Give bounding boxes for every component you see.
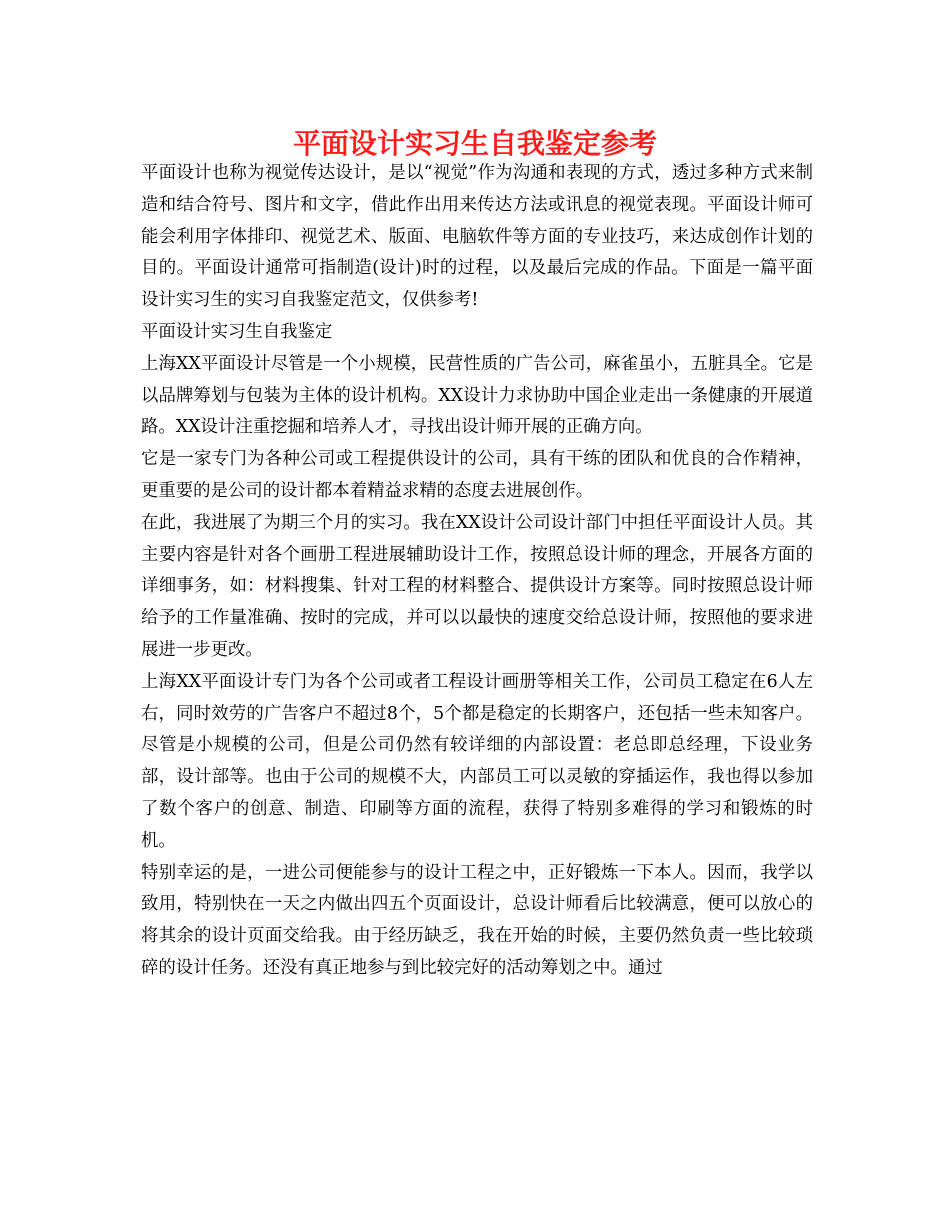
paragraph-internship-duties: 在此，我进展了为期三个月的实习。我在XX设计公司设计部门中担任平面设计人员。其主要内容是针对各个画册工程进展辅助设计工作，按照总设计师的理念，开展各方面的详细事务，如：材料搜集、针对工程的材料整合、提供设计方案等。同时按照总设计师给予的工作量准确、按时的完成，并可以以最快的速度交给总设计师，按照他的要求进展进一步更改。 [141, 512, 813, 660]
document-title: 平面设计实习生自我鉴定参考 [292, 127, 657, 160]
paragraph-company-structure: 上海XX平面设计专门为各个公司或者工程设计画册等相关工作，公司员工稳定在6人左右，同时效劳的广告客户不超过8个，5个都是稳定的长期客户，还包括一些未知客户。尽管是小规模的公司，但是公司仍然有较详细的内部设置：老总即总经理，下设业务部，设计部等。也由于公司的规模不大，内部员工可以灵敏的穿插运作，我也得以参加了数个客户的创意、制造、印刷等方面的流程，获得了特别多难得的学习和锻炼的时机。 [141, 671, 813, 851]
document-body [141, 158, 813, 985]
paragraph-company-team: 它是一家专门为各种公司或工程提供设计的公司，具有干练的团队和优良的合作精神，更重要的是公司的设计都本着精益求精的态度去进展创作。 [141, 449, 813, 501]
paragraph-heading: 平面设计实习生自我鉴定 [141, 321, 333, 342]
paragraph-intro: 平面设计也称为视觉传达设计，是以“视觉”作为沟通和表现的方式，透过多种方式来制造和结合符号、图片和文字，借此作出用来传达方法或讯息的视觉表现。平面设计师可能会利用字体排印、视觉艺术、版面、电脑软件等方面的专业技巧，来达成创作计划的目的。平面设计通常可指制造(设计)时的过程，以及最后完成的作品。下面是一篇平面设计实习生的实习自我鉴定范文，仅供参考! [141, 163, 813, 311]
paragraph-experience: 特别幸运的是，一进公司便能参与的设计工程之中，正好锻炼一下本人。因而，我学以致用，特别快在一天之内做出四五个页面设计，总设计师看后比较满意，便可以放心的将其余的设计页面交给我。由于经历缺乏，我在开始的时候，主要仍然负责一些比较琐碎的设计任务。还没有真正地参与到比较完好的活动筹划之中。通过 [141, 862, 813, 978]
paragraph-company-overview: 上海XX平面设计尽管是一个小规模，民营性质的广告公司，麻雀虽小，五脏具全。它是以品牌筹划与包装为主体的设计机构。XX设计力求协助中国企业走出一条健康的开展道路。XX设计注重挖掘和培养人才，寻找出设计师开展的正确方向。 [141, 353, 813, 438]
